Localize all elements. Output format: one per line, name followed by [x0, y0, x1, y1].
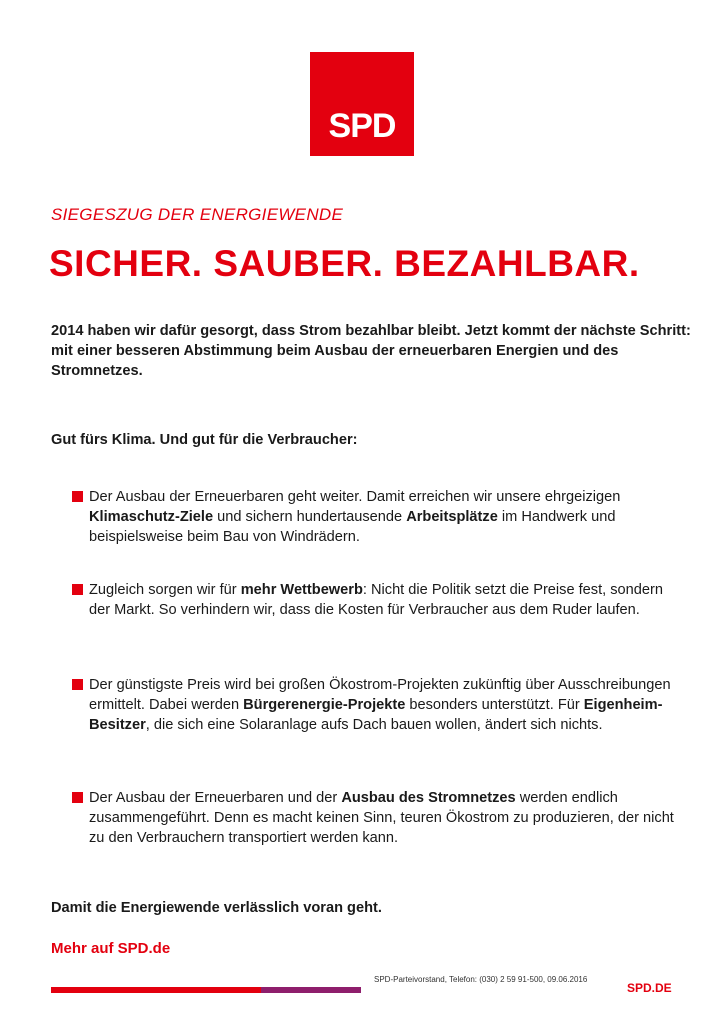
bullet-marker-icon — [72, 792, 83, 803]
bullet-item — [72, 487, 682, 547]
intro-paragraph: 2014 haben wir dafür gesorgt, dass Strom bezahlbar bleibt. Jetzt kommt der nächste Schritt: mit einer besseren Abstimmung beim Ausbau der erneuerbaren Energien und des Stromnetzes. — [51, 323, 691, 379]
closing-line: Damit die Energiewende verlässlich voran geht. — [51, 900, 382, 916]
bullet-text: Zugleich sorgen wir für mehr Wettbewerb: Nicht die Politik setzt die Preise fest, sondern der Markt. So verhindern wir, dass die Kosten für Verbraucher aus dem Ruder laufen. — [89, 582, 663, 618]
more-link[interactable]: Mehr auf SPD.de — [51, 940, 171, 957]
bullet-marker-icon — [72, 584, 83, 595]
footer-bar-purple — [261, 987, 361, 993]
spd-logo — [310, 52, 414, 156]
bullet-item — [72, 788, 682, 848]
footer-brand-link[interactable]: SPD.DE — [627, 981, 672, 995]
bullet-text: Der günstigste Preis wird bei großen Ökostrom-Projekten zukünftig über Ausschreibungen ermittelt. Dabei werden Bürgerenergie-Projekte besonders unterstützt. Für Eigenheim-Besitzer, die sich eine Solaranlage aufs Dach bauen wollen, ändert sich nichts. — [89, 677, 671, 733]
lead-text: Gut fürs Klima. Und gut für die Verbraucher: — [51, 432, 358, 448]
bullet-text: Der Ausbau der Erneuerbaren geht weiter. Damit erreichen wir unsere ehrgeizigen Klimaschutz-Ziele und sichern hundertausende Arbeitsplätze im Handwerk und beispielsweise beim Bau von Windrädern. — [89, 489, 621, 545]
bullet-item — [72, 675, 682, 735]
bullet-marker-icon — [72, 491, 83, 502]
kicker: SIEGESZUG DER ENERGIEWENDE — [51, 205, 344, 224]
bullet-item — [72, 580, 682, 620]
bullet-text: Der Ausbau der Erneuerbaren und der Ausbau des Stromnetzes werden endlich zusammengeführt. Denn es macht keinen Sinn, teuren Ökostrom zu produzieren, der nicht zu den Verbrauchern transportiert werden kann. — [89, 790, 674, 846]
footer-note: SPD-Parteivorstand, Telefon: (030) 2 59 91-500, 09.06.2016 — [374, 975, 588, 984]
logo-text: SPD — [328, 107, 396, 145]
headline: SICHER. SAUBER. BEZAHLBAR. — [49, 243, 640, 284]
footer-bar-red — [51, 987, 261, 993]
bullet-marker-icon — [72, 679, 83, 690]
